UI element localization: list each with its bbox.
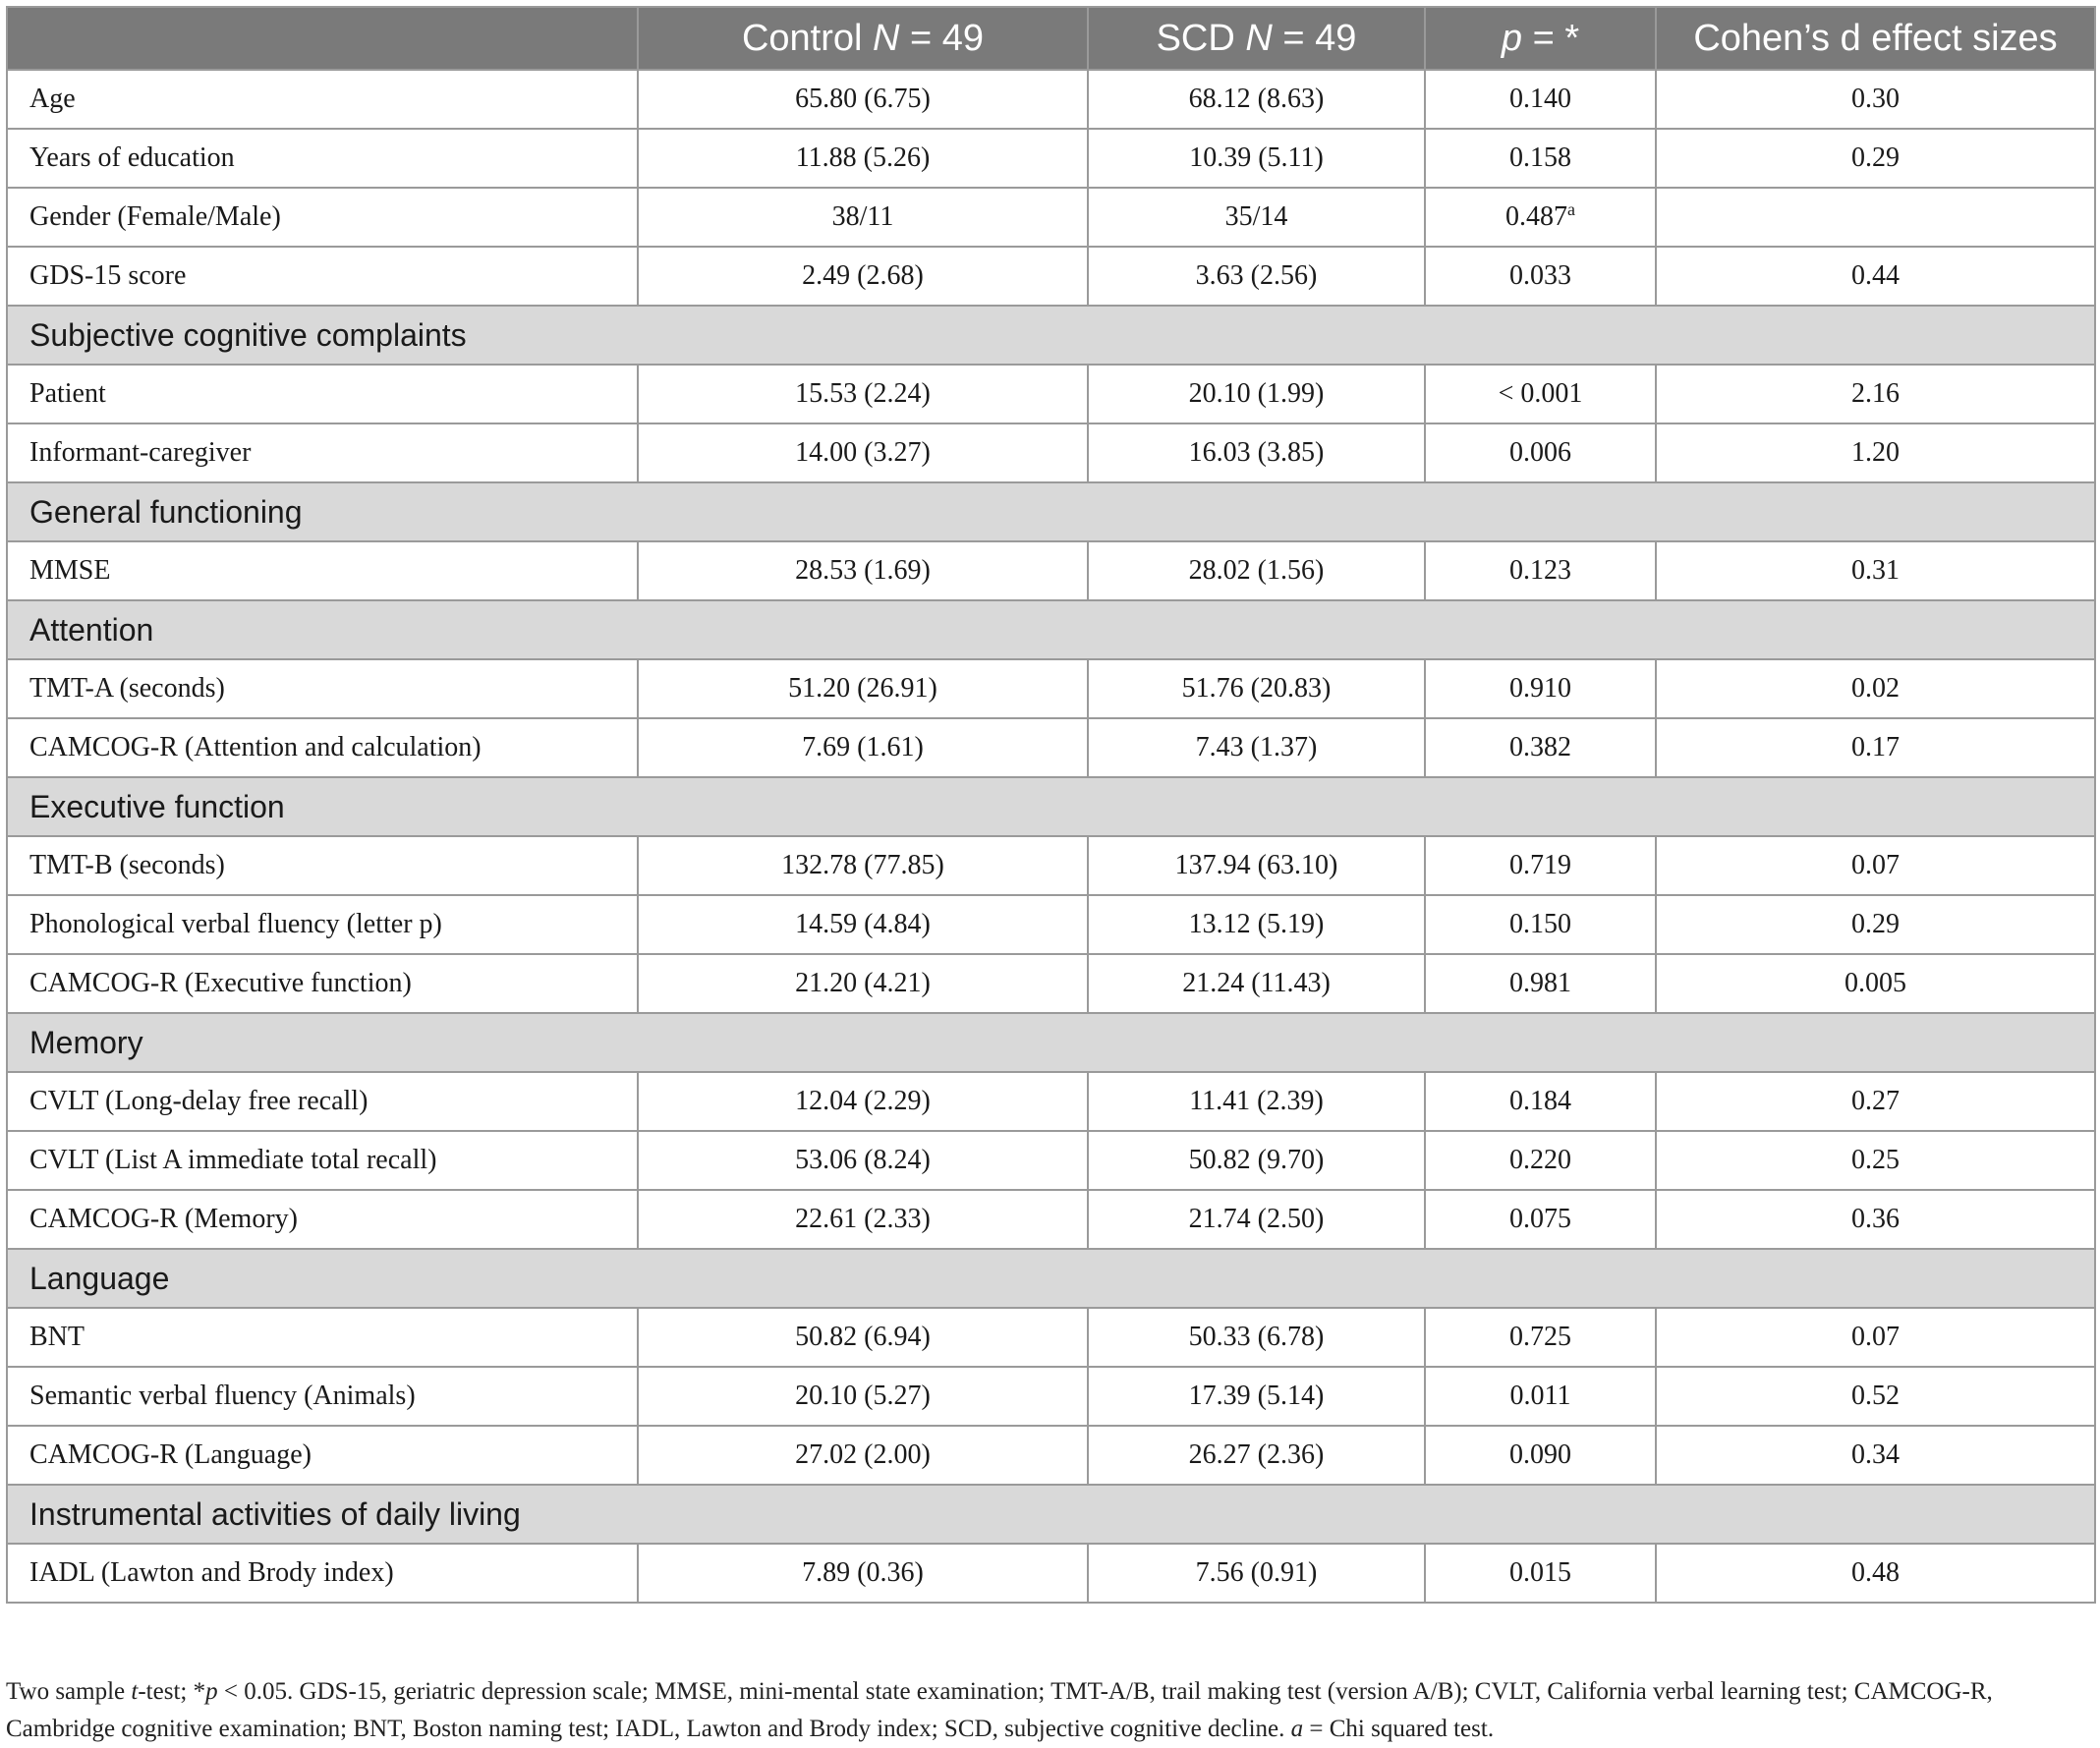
scd-value: 68.12 (8.63): [1088, 70, 1425, 129]
p-value: 0.090: [1425, 1426, 1656, 1485]
p-value: 0.140: [1425, 70, 1656, 129]
p-value: 0.725: [1425, 1308, 1656, 1367]
section-title: Language: [7, 1249, 2095, 1308]
effect-size: 0.07: [1656, 1308, 2095, 1367]
section-row: [7, 306, 2095, 365]
control-value: 21.20 (4.21): [638, 954, 1088, 1013]
section-title: Executive function: [7, 777, 2095, 836]
row-label: Phonological verbal fluency (letter p): [7, 895, 638, 954]
effect-size: 0.07: [1656, 836, 2095, 895]
table-row: [7, 1190, 2095, 1249]
row-label: IADL (Lawton and Brody index): [7, 1544, 638, 1603]
row-label: BNT: [7, 1308, 638, 1367]
effect-size: 0.31: [1656, 541, 2095, 600]
control-value: 7.89 (0.36): [638, 1544, 1088, 1603]
control-value: 15.53 (2.24): [638, 365, 1088, 423]
control-value: 38/11: [638, 188, 1088, 247]
scd-value: 50.82 (9.70): [1088, 1131, 1425, 1190]
header-p-value: p = *: [1425, 7, 1656, 70]
p-value: 0.184: [1425, 1072, 1656, 1131]
effect-size: 0.30: [1656, 70, 2095, 129]
scd-value: 16.03 (3.85): [1088, 423, 1425, 482]
effect-size: 1.20: [1656, 423, 2095, 482]
scd-value: 26.27 (2.36): [1088, 1426, 1425, 1485]
section-row: [7, 1013, 2095, 1072]
section-title: Subjective cognitive complaints: [7, 306, 2095, 365]
header-row: [7, 7, 2095, 70]
effect-size: 0.29: [1656, 895, 2095, 954]
table-row: [7, 1072, 2095, 1131]
p-value: 0.150: [1425, 895, 1656, 954]
row-label: CAMCOG-R (Memory): [7, 1190, 638, 1249]
table-row: [7, 718, 2095, 777]
effect-size: [1656, 188, 2095, 247]
control-value: 22.61 (2.33): [638, 1190, 1088, 1249]
p-value: 0.910: [1425, 659, 1656, 718]
scd-value: 137.94 (63.10): [1088, 836, 1425, 895]
effect-size: 2.16: [1656, 365, 2095, 423]
effect-size: 0.52: [1656, 1367, 2095, 1426]
table-row: [7, 659, 2095, 718]
row-label: MMSE: [7, 541, 638, 600]
scd-value: 10.39 (5.11): [1088, 129, 1425, 188]
control-value: 12.04 (2.29): [638, 1072, 1088, 1131]
scd-value: 11.41 (2.39): [1088, 1072, 1425, 1131]
control-value: 20.10 (5.27): [638, 1367, 1088, 1426]
effect-size: 0.29: [1656, 129, 2095, 188]
chi-squared-marker: a: [1567, 199, 1575, 219]
effect-size: 0.02: [1656, 659, 2095, 718]
section-title: General functioning: [7, 482, 2095, 541]
section-row: [7, 600, 2095, 659]
scd-value: 28.02 (1.56): [1088, 541, 1425, 600]
control-value: 132.78 (77.85): [638, 836, 1088, 895]
scd-value: 13.12 (5.19): [1088, 895, 1425, 954]
p-value: 0.006: [1425, 423, 1656, 482]
row-label: CAMCOG-R (Executive function): [7, 954, 638, 1013]
p-value: 0.220: [1425, 1131, 1656, 1190]
scd-value: 7.56 (0.91): [1088, 1544, 1425, 1603]
effect-size: 0.36: [1656, 1190, 2095, 1249]
row-label: CAMCOG-R (Attention and calculation): [7, 718, 638, 777]
row-label: GDS-15 score: [7, 247, 638, 306]
control-value: 27.02 (2.00): [638, 1426, 1088, 1485]
table-row: [7, 1544, 2095, 1603]
table-row: [7, 247, 2095, 306]
effect-size: 0.27: [1656, 1072, 2095, 1131]
control-value: 51.20 (26.91): [638, 659, 1088, 718]
row-label: Years of education: [7, 129, 638, 188]
table-row: [7, 541, 2095, 600]
control-value: 28.53 (1.69): [638, 541, 1088, 600]
effect-size: 0.25: [1656, 1131, 2095, 1190]
row-label: Gender (Female/Male): [7, 188, 638, 247]
table-row: [7, 70, 2095, 129]
p-value: 0.075: [1425, 1190, 1656, 1249]
table-row: [7, 836, 2095, 895]
section-title: Instrumental activities of daily living: [7, 1485, 2095, 1544]
control-value: 53.06 (8.24): [638, 1131, 1088, 1190]
header-control: Control N = 49: [638, 7, 1088, 70]
section-title: Memory: [7, 1013, 2095, 1072]
section-row: [7, 777, 2095, 836]
p-value: 0.981: [1425, 954, 1656, 1013]
results-table-container: [6, 6, 2094, 1604]
section-row: [7, 1249, 2095, 1308]
effect-size: 0.34: [1656, 1426, 2095, 1485]
header-scd: SCD N = 49: [1088, 7, 1425, 70]
p-value: 0.158: [1425, 129, 1656, 188]
table-row: [7, 188, 2095, 247]
row-label: TMT-B (seconds): [7, 836, 638, 895]
scd-value: 50.33 (6.78): [1088, 1308, 1425, 1367]
effect-size: 0.17: [1656, 718, 2095, 777]
table-footnote: Two sample t-test; *p < 0.05. GDS-15, geriatric depression scale; MMSE, mini-mental state examination; TMT-A/B, trail making test (version A/B); CVLT, California verbal learning test; CAMCOG-R, Cambridge cognitive examination; BNT, Boston naming test; IADL, Lawton and Brody index; SCD, subjective cognitive decline. a = Chi squared test.: [6, 1678, 1993, 1742]
p-value: 0.015: [1425, 1544, 1656, 1603]
table-row: [7, 1308, 2095, 1367]
table-row: [7, 895, 2095, 954]
row-label: CVLT (Long-delay free recall): [7, 1072, 638, 1131]
row-label: Informant-caregiver: [7, 423, 638, 482]
effect-size: 0.44: [1656, 247, 2095, 306]
control-value: 65.80 (6.75): [638, 70, 1088, 129]
header-effect-size: Cohen’s d effect sizes: [1656, 7, 2095, 70]
table-row: [7, 954, 2095, 1013]
section-title: Attention: [7, 600, 2095, 659]
row-label: TMT-A (seconds): [7, 659, 638, 718]
row-label: CVLT (List A immediate total recall): [7, 1131, 638, 1190]
row-label: Semantic verbal fluency (Animals): [7, 1367, 638, 1426]
scd-value: 3.63 (2.56): [1088, 247, 1425, 306]
scd-value: 21.74 (2.50): [1088, 1190, 1425, 1249]
control-value: 14.59 (4.84): [638, 895, 1088, 954]
control-value: 2.49 (2.68): [638, 247, 1088, 306]
p-value: 0.382: [1425, 718, 1656, 777]
table-row: [7, 365, 2095, 423]
table-row: [7, 129, 2095, 188]
scd-value: 7.43 (1.37): [1088, 718, 1425, 777]
section-row: [7, 1485, 2095, 1544]
table-row: [7, 1131, 2095, 1190]
results-table: [6, 6, 2096, 1604]
p-value: 0.123: [1425, 541, 1656, 600]
control-value: 11.88 (5.26): [638, 129, 1088, 188]
p-value: < 0.001: [1425, 365, 1656, 423]
control-value: 14.00 (3.27): [638, 423, 1088, 482]
section-row: [7, 482, 2095, 541]
row-label: CAMCOG-R (Language): [7, 1426, 638, 1485]
scd-value: 35/14: [1088, 188, 1425, 247]
table-row: [7, 1367, 2095, 1426]
header-variable: [7, 7, 638, 70]
control-value: 7.69 (1.61): [638, 718, 1088, 777]
p-value: 0.719: [1425, 836, 1656, 895]
table-row: [7, 423, 2095, 482]
p-value: 0.011: [1425, 1367, 1656, 1426]
scd-value: 21.24 (11.43): [1088, 954, 1425, 1013]
row-label: Patient: [7, 365, 638, 423]
control-value: 50.82 (6.94): [638, 1308, 1088, 1367]
scd-value: 20.10 (1.99): [1088, 365, 1425, 423]
p-value: 0.487$^a$: [1425, 188, 1656, 247]
scd-value: 51.76 (20.83): [1088, 659, 1425, 718]
row-label: Age: [7, 70, 638, 129]
effect-size: 0.005: [1656, 954, 2095, 1013]
table-row: [7, 1426, 2095, 1485]
effect-size: 0.48: [1656, 1544, 2095, 1603]
p-value: 0.033: [1425, 247, 1656, 306]
scd-value: 17.39 (5.14): [1088, 1367, 1425, 1426]
